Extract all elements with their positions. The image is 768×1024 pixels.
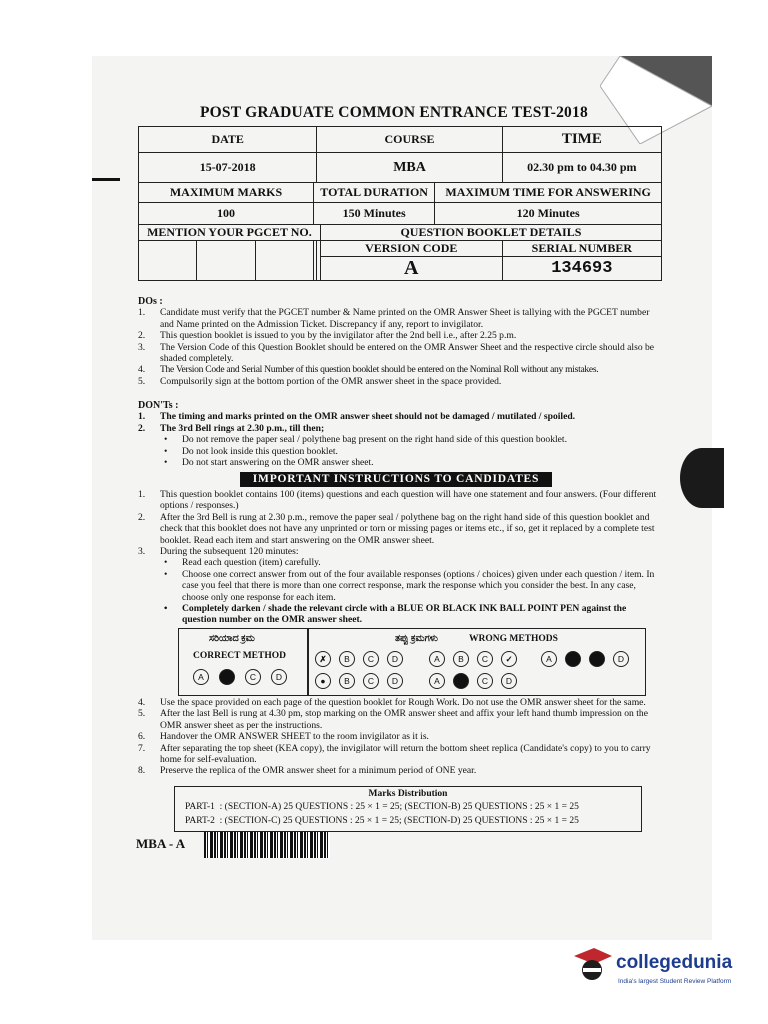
instruction-item: 5. After the last Bell is rung at 4.30 pm, stop marking on the OMR answer sheet and affix your left hand thumb impression on the OMR answer sheet as per the instructions.	[138, 708, 648, 731]
pgcet-box[interactable]	[139, 241, 197, 281]
date-value: 15-07-2018	[139, 153, 317, 183]
instruction-item: 4. Use the space provided on each page of the question booklet for Rough Work. Do not use the OMR answer sheet for the same.	[138, 697, 646, 708]
wrong-methods-label: WRONG METHODS	[469, 634, 558, 644]
instructions-section	[138, 489, 658, 626]
donts-section	[138, 400, 664, 468]
wrong-bubble-b: B	[339, 673, 355, 689]
marks-title: Marks Distribution	[368, 789, 448, 799]
dos-item: 5. Compulsorily sign at the bottom portion of the OMR answer sheet in the space provided.	[138, 375, 502, 387]
donts-bullet: • Do not start answering on the OMR answer sheet.	[138, 457, 664, 468]
wrong-bubble-d: D	[501, 673, 517, 689]
collegedunia-logo	[572, 944, 742, 994]
date-label: DATE	[139, 127, 317, 153]
graduate-icon	[572, 944, 612, 988]
instruction-item: 2. After the 3rd Bell is rung at 2.30 p.m., remove the paper seal / polythene bag on the right hand side of this question booklet and check that this booklet does not have any unprinted or torn or missing pages or items etc., if so, get it replaced by a complete test booklet. Read each item and start answering on the OMR answer sheet.	[138, 511, 655, 546]
instruction-bullet: • Read each question (item) carefully.	[138, 557, 658, 568]
version-code-value: A	[320, 257, 502, 281]
correct-method-kannada: ಸರಿಯಾದ ಕ್ರಮ	[209, 634, 255, 644]
correct-bubble-c: C	[245, 669, 261, 685]
dos-section	[138, 296, 664, 387]
course-value: MBA	[317, 153, 502, 183]
wrong-bubble-c: C	[477, 673, 493, 689]
marks-row: PART-1 : (SECTION-A) 25 QUESTIONS : 25 × 1 = 25; (SECTION-B) 25 QUESTIONS : 25 × 1 = 25	[185, 802, 579, 812]
wrong-bubble-filled	[453, 673, 469, 689]
wrong-methods-kannada: ತಪ್ಪು ಕ್ರಮಗಳು	[395, 634, 438, 644]
correct-bubble-b-filled	[219, 669, 235, 685]
margin-mark	[92, 178, 120, 181]
wrong-bubble-a: A	[429, 651, 445, 667]
booklet-details-label: QUESTION BOOKLET DETAILS	[320, 225, 661, 241]
instruction-bullet: • Choose one correct answer from out of the four available responses (options / choices) given under each question / item. In case you feel that there is more than one correct response, mark the response which you consider the best. In any case, choose only one response for each item.	[138, 569, 658, 603]
instructions-banner: IMPORTANT INSTRUCTIONS TO CANDIDATES	[240, 472, 552, 487]
correct-method-label: CORRECT METHOD	[193, 651, 286, 661]
max-marks-label: MAXIMUM MARKS	[139, 183, 314, 203]
correct-bubble-a: A	[193, 669, 209, 685]
instruction-bullet: • Completely darken / shade the relevant circle with a BLUE OR BLACK INK BALL POINT PEN against the question number on the OMR answer sheet.	[138, 603, 658, 626]
dos-heading: DOs :	[138, 296, 163, 307]
instruction-item: 1. This question booklet contains 100 (items) questions and each question will have one statement and four answers. (Four different options / responses.)	[138, 489, 657, 512]
pgcet-label: MENTION YOUR PGCET NO.	[139, 225, 321, 241]
wrong-bubble-a: A	[541, 651, 557, 667]
wrong-bubble-c: C	[477, 651, 493, 667]
donts-bullet: • Do not look inside this question booklet.	[138, 446, 664, 457]
logo-brand: collegedunia	[616, 952, 733, 973]
donts-heading: DON'Ts :	[138, 400, 179, 411]
instruction-item: 7. After separating the top sheet (KEA copy), the invigilator will return the bottom sheet replica (Candidate's copy) to you to carry home for self-evaluation.	[138, 742, 651, 766]
instruction-item: 6. Handover the OMR ANSWER SHEET to the room invigilator as it is.	[138, 731, 429, 743]
wrong-bubble-d: D	[613, 651, 629, 667]
dos-item: 1. Candidate must verify that the PGCET number & Name printed on the OMR Answer Sheet is tallying with the PGCET number and Name printed on the Admission Ticket. Discrepancy if any, report to invigilator.	[138, 307, 650, 330]
total-duration-value: 150 Minutes	[313, 203, 434, 225]
instructions-section-2	[138, 697, 658, 777]
exam-details-table	[138, 126, 662, 281]
instruction-item: 3. During the subsequent 120 minutes:	[138, 546, 299, 558]
dos-item: 2. This question booklet is issued to you by the invigilator after the 2nd bell i.e., after 2.25 p.m.	[138, 330, 517, 342]
wrong-bubble-dot: ●	[315, 673, 331, 689]
version-code-label: VERSION CODE	[320, 241, 502, 257]
wrong-bubble-filled	[589, 651, 605, 667]
confidential-seal	[680, 448, 724, 508]
page-title: POST GRADUATE COMMON ENTRANCE TEST-2018	[200, 104, 588, 121]
logo-tagline: India's largest Student Review Platform	[618, 978, 732, 985]
wrong-bubble-ticked: ✓	[501, 651, 517, 667]
barcode	[204, 832, 330, 858]
total-duration-label: TOTAL DURATION	[313, 183, 434, 203]
marks-distribution-box	[174, 786, 642, 832]
wrong-bubble-d: D	[387, 673, 403, 689]
donts-bullet: • Do not remove the paper seal / polythene bag present on the right hand side of this question booklet.	[138, 434, 664, 445]
wrong-bubble-c: C	[363, 651, 379, 667]
wrong-bubble-filled	[565, 651, 581, 667]
marks-row: PART-2 : (SECTION-C) 25 QUESTIONS : 25 × 1 = 25; (SECTION-D) 25 QUESTIONS : 25 × 1 = 25	[185, 816, 579, 826]
max-marks-value: 100	[139, 203, 314, 225]
max-time-value: 120 Minutes	[435, 203, 662, 225]
time-value: 02.30 pm to 04.30 pm	[502, 153, 661, 183]
correct-bubble-d: D	[271, 669, 287, 685]
dos-item: 4. The Version Code and Serial Number of this question booklet should be entered on the Nominal Roll without any mistakes.	[138, 364, 599, 376]
course-label: COURSE	[317, 127, 502, 153]
wrong-bubble-b: B	[339, 651, 355, 667]
time-label: TIME	[502, 127, 661, 153]
wrong-bubble-b: B	[453, 651, 469, 667]
wrong-bubble-c: C	[363, 673, 379, 689]
wrong-bubble-d: D	[387, 651, 403, 667]
serial-number-value: 134693	[502, 257, 661, 281]
wrong-bubble-crossed: ✗	[315, 651, 331, 667]
wrong-bubble-a: A	[429, 673, 445, 689]
pgcet-box[interactable]	[197, 241, 255, 281]
omr-marking-examples	[178, 628, 646, 696]
booklet-code: MBA - A	[136, 836, 186, 851]
donts-item: 2. The 3rd Bell rings at 2.30 p.m., till then;	[138, 422, 325, 434]
pgcet-box[interactable]	[255, 241, 313, 281]
serial-number-label: SERIAL NUMBER	[502, 241, 661, 257]
donts-item: 1. The timing and marks printed on the OMR answer sheet should not be damaged / mutilated / spoiled.	[138, 411, 576, 423]
max-time-label: MAXIMUM TIME FOR ANSWERING	[435, 183, 662, 203]
dos-item: 3. The Version Code of this Question Booklet should be entered on the OMR Answer Sheet and the respective circle should also be shaded completely.	[138, 341, 655, 365]
instruction-item: 8. Preserve the replica of the OMR answer sheet for a minimum period of ONE year.	[138, 765, 477, 777]
